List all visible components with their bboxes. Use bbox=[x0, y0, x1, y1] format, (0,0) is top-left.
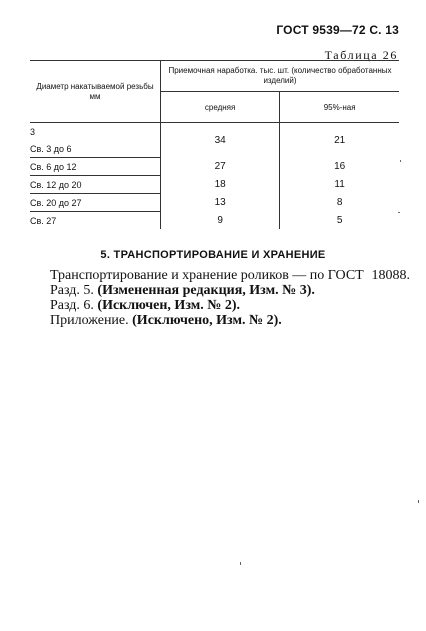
cell-diameter: 3 bbox=[30, 123, 161, 141]
paragraph-section-6 bbox=[50, 298, 410, 313]
scan-speck bbox=[418, 500, 419, 503]
table-row bbox=[30, 212, 399, 230]
running-header: ГОСТ 9539—72 С. 13 bbox=[276, 23, 399, 37]
paragraph-section-6-note: (Исключен, Изм. № 2). bbox=[97, 298, 241, 313]
cell-average: 13 bbox=[161, 194, 280, 212]
paragraph-transport-text: Транспортирование и хранение роликов — по ГОСТ bbox=[50, 268, 364, 283]
paragraph-transport bbox=[50, 268, 410, 283]
cell-diameter: Св. 3 до 6 bbox=[30, 140, 161, 158]
column-header-diameter: Диаметр накатываемой резьбы мм bbox=[30, 61, 161, 123]
section-title: 5. ТРАНСПОРТИРОВАНИЕ И ХРАНЕНИЕ bbox=[100, 249, 326, 261]
body-text bbox=[50, 268, 410, 328]
cell-95: 11 bbox=[334, 179, 345, 190]
cell-diameter: Св. 6 до 12 bbox=[30, 158, 161, 176]
cell-average: 34 bbox=[161, 123, 280, 158]
cell-95: 16 bbox=[334, 161, 346, 172]
cell-diameter: Св. 12 до 20 bbox=[30, 176, 161, 194]
paragraph-appendix-ref: Приложение. bbox=[50, 313, 129, 328]
cell-average: 27 bbox=[161, 158, 280, 176]
table-row bbox=[30, 194, 399, 212]
paragraph-section-5-ref: Разд. 5. bbox=[50, 283, 94, 298]
cell-diameter: Св. 27 bbox=[30, 212, 161, 230]
scan-speck bbox=[400, 160, 401, 162]
cell-average: 18 bbox=[161, 176, 280, 194]
cell-95: 5 bbox=[336, 214, 343, 226]
column-header-95: 95%-ная bbox=[280, 92, 399, 123]
paragraph-appendix-note: (Исключено, Изм. № 2). bbox=[132, 313, 282, 328]
table-row bbox=[30, 123, 399, 141]
column-header-average: средняя bbox=[161, 92, 280, 123]
table-row bbox=[30, 176, 399, 194]
scan-speck bbox=[398, 212, 400, 213]
paragraph-section-6-ref: Разд. 6. bbox=[50, 298, 94, 313]
paragraph-appendix bbox=[50, 313, 410, 328]
paragraph-section-5-note: (Измененная редакция, Изм. № 3). bbox=[97, 283, 315, 298]
acceptance-table bbox=[30, 60, 399, 229]
cell-average: 9 bbox=[161, 212, 280, 230]
paragraph-transport-standard: 18088. bbox=[371, 268, 410, 283]
table-row bbox=[30, 158, 399, 176]
table-label: Таблица 26 bbox=[324, 48, 398, 62]
cell-diameter: Св. 20 до 27 bbox=[30, 194, 161, 212]
scan-speck bbox=[240, 562, 241, 565]
column-group-header: Приемочная наработка. тыс. шт. (количество обработанных изделий) bbox=[161, 61, 400, 92]
paragraph-section-5 bbox=[50, 283, 410, 298]
cell-95: 8 bbox=[336, 197, 343, 208]
cell-95: 21 bbox=[334, 134, 346, 146]
